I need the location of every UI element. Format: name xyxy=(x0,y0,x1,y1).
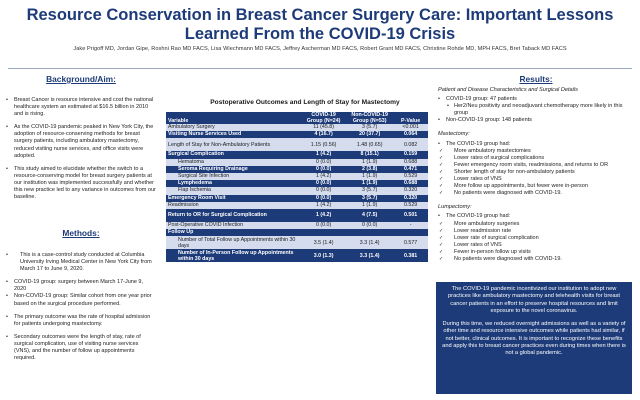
check-item: ✓ No patients were diagnosed with COVID-19. xyxy=(438,256,634,263)
table-cell: 0.471 xyxy=(393,166,428,173)
check-item: ✓ More follow up appointments, but fewer were in-person xyxy=(438,183,634,190)
mastectomy-list xyxy=(438,148,634,198)
table-cell: 1.48 (0.65) xyxy=(346,138,393,151)
table-cell: 3 (5.7) xyxy=(346,195,393,202)
list-item: • This is a case-control study conducted at Columbia University Irving Medical Center in New York City from March 17 to June 9, 2020. xyxy=(6,252,156,273)
table-cell: <0.001 xyxy=(393,124,428,131)
column-header: Variable xyxy=(166,112,301,124)
check-item: ✓ Fewer emergency room visits, readmissions, and returns to OR xyxy=(438,162,634,169)
check-item: ✓ More ambulatory surgeries xyxy=(438,221,634,228)
table-row xyxy=(166,166,428,173)
table-cell: 4 (7.5) xyxy=(346,209,393,222)
table-row xyxy=(166,180,428,187)
table-cell: 0 (0.0) xyxy=(301,159,346,166)
table-cell: 0.320 xyxy=(393,195,428,202)
table-cell: Ambulatory Surgery xyxy=(166,124,301,131)
list-item: • Non-COVID-19 group: 148 patients xyxy=(438,117,634,124)
table-row xyxy=(166,124,428,131)
table-row xyxy=(166,187,428,194)
table-cell: 11 (45.8) xyxy=(301,124,346,131)
background-section xyxy=(6,74,156,207)
table-cell xyxy=(393,229,428,236)
table-cell: 1 (1.9) xyxy=(346,173,393,180)
header-divider xyxy=(8,68,632,69)
table-cell: 3 (5.7) xyxy=(346,187,393,194)
list-item: • Breast Cancer is resource intensive and cost the national healthcare system an estimated at $16.5 billion in 2010 and is rising. xyxy=(6,97,156,118)
table-cell: Lymphedema xyxy=(166,180,301,187)
table-row xyxy=(166,159,428,166)
table-cell: Readmission xyxy=(166,202,301,209)
column-header: P-Value xyxy=(393,112,428,124)
table-cell: 0 (0.0) xyxy=(301,166,346,173)
poster-header xyxy=(0,0,640,68)
check-item: ✓ Lower rates of surgical complications xyxy=(438,155,634,162)
check-item: ✓ More ambulatory mastectomies xyxy=(438,148,634,155)
column-header: COVID-19 Group (N=24) xyxy=(301,112,346,124)
table-cell: 3.5 (1.4) xyxy=(301,236,346,249)
check-item: ✓ Lower readmission rate xyxy=(438,228,634,235)
table-row xyxy=(166,151,428,158)
table-cell xyxy=(301,229,346,236)
table-cell: 1 (4.2) xyxy=(301,202,346,209)
table-title: Postoperative Outcomes and Length of Stay for Mastectomy xyxy=(210,99,400,106)
table-cell: Visiting Nurse Services Used xyxy=(166,131,301,138)
table-row xyxy=(166,131,428,138)
table-cell: 1.15 (0.56) xyxy=(301,138,346,151)
list-item: • COVID-19 group: surgery between March 17-June 9, 2020 xyxy=(6,279,156,293)
table-cell: 0.688 xyxy=(393,159,428,166)
list-item: • Secondary outcomes were the length of stay, rate of surgical complication, use of visiting nurse services (VNS), and the number of follow up appointments required. xyxy=(6,334,156,362)
outcomes-table xyxy=(166,112,428,262)
methods-section xyxy=(6,228,156,368)
table-cell: Return to OR for Surgical Complication xyxy=(166,209,301,222)
table-cell: Flap Ischemia xyxy=(166,187,301,194)
check-item: ✓ Lower rates of VNS xyxy=(438,242,634,249)
table-cell: 3.3 (1.4) xyxy=(346,249,393,262)
table-row xyxy=(166,173,428,180)
table-row xyxy=(166,249,428,262)
column-header: Non-COVID-19 Group (N=53) xyxy=(346,112,393,124)
check-item: ✓ No patients were diagnosed with COVID-19. xyxy=(438,190,634,197)
table-cell: 1 (4.2) xyxy=(301,173,346,180)
list-item: • Her2/Neu positivity and neoadjuvant chemotherapy more likely in this group xyxy=(438,103,634,117)
results-heading: Results: xyxy=(519,74,553,84)
table-cell: Surgical Complication xyxy=(166,151,301,158)
table-row xyxy=(166,229,428,236)
check-item: ✓ Lower rate of surgical complication xyxy=(438,235,634,242)
results-section xyxy=(438,74,634,263)
table-cell: Number of Total Follow up Appointments within 30 days xyxy=(166,236,301,249)
table-cell: 8 (15.1) xyxy=(346,151,393,158)
table-cell: Length of Stay for Non-Ambulatory Patients xyxy=(166,138,301,151)
table-cell: Seroma Requiring Drainage xyxy=(166,166,301,173)
table-cell: Follow Up xyxy=(166,229,301,236)
conclusion-paragraph: During this time, we reduced overnight admissions as well as a variety of other time and resource intensive outcomes while patients had similar, if not better, clinical outcomes. It is important to recognize these benefits and apply this to breast cancer practices even during times when there is not a global pandemic. xyxy=(442,321,626,357)
table-cell: 0.064 xyxy=(393,131,428,138)
mastectomy-heading: Mastectomy: xyxy=(438,131,470,138)
table-cell: 1 (1.9) xyxy=(346,180,393,187)
table-cell: 0.159 xyxy=(393,151,428,158)
lumpectomy-heading: Lumpectomy: xyxy=(438,204,472,211)
table-cell: 3 (5.7) xyxy=(346,124,393,131)
background-bullets xyxy=(6,97,156,201)
list-item: • Non-COVID-19 group: Similar cohort from one year prior based on the surgical procedure performed. xyxy=(6,293,156,307)
table-cell: Number of In-Person Follow up Appointments within 30 days xyxy=(166,249,301,262)
table-cell: 20 (37.7) xyxy=(346,131,393,138)
table-row xyxy=(166,236,428,249)
table-cell: 2 (3.8) xyxy=(346,166,393,173)
table-cell: 1 (4.2) xyxy=(301,151,346,158)
table-cell: Emergency Room Visit xyxy=(166,195,301,202)
methods-heading: Methods: xyxy=(62,228,100,238)
table-cell: 0.501 xyxy=(393,209,428,222)
list-item: • The COVID-19 group had: xyxy=(438,213,634,220)
table-cell: 0.381 xyxy=(393,249,428,262)
table-cell: 0 (0.0) xyxy=(301,180,346,187)
table-cell: Surgical Site Infection xyxy=(166,173,301,180)
table-row xyxy=(166,209,428,222)
conclusion-paragraph: The COVID-19 pandemic incentivized our institution to adopt new practices like ambulatory mastectomy and telehealth visits for breast cancer patients in an effort to preserve hospital resources and limit exposure to the novel coronavirus. xyxy=(448,286,620,314)
list-item: • The COVID-19 group had: xyxy=(438,141,634,148)
table-cell: 0 (0.0) xyxy=(301,187,346,194)
background-heading: Background/Aim: xyxy=(46,74,116,84)
table-cell: - xyxy=(393,222,428,229)
table-cell: 0 (0.0) xyxy=(301,222,346,229)
table-cell: 0.529 xyxy=(393,202,428,209)
table-cell: 0 (0.0) xyxy=(346,222,393,229)
table-cell: 3.3 (1.4) xyxy=(346,236,393,249)
table-cell: 0.688 xyxy=(393,180,428,187)
table-cell: 0.082 xyxy=(393,138,428,151)
table-cell: 1 (4.2) xyxy=(301,209,346,222)
list-item: • This study aimed to elucidate whether the switch to a resource-conserving model for breast surgery patients at our institution was implemented successfully and whether this new practice led to any variance in outcomes from our baseline. xyxy=(6,166,156,201)
poster-title: Resource Conservation in Breast Cancer Surgery Care: Important Lessons Learned From the COVID-19 Crisis xyxy=(26,6,614,43)
table-cell: 0 (0.0) xyxy=(301,195,346,202)
table-row xyxy=(166,202,428,209)
check-item: ✓ Fewer in-person follow up visits xyxy=(438,249,634,256)
methods-bullets xyxy=(6,252,156,362)
table-cell: 0.320 xyxy=(393,187,428,194)
table-body xyxy=(166,124,428,262)
table-row xyxy=(166,138,428,151)
lumpectomy-list xyxy=(438,221,634,264)
list-item: • The primary outcome was the rate of hospital admission for patients undergoing mastectomy. xyxy=(6,314,156,328)
table-cell: 1 (1.9) xyxy=(346,202,393,209)
table-cell: 0.529 xyxy=(393,173,428,180)
results-subheading: Patient and Disease Characteristics and Surgical Details xyxy=(438,87,578,93)
check-item: ✓ Shorter length of stay for non-ambulatory patients xyxy=(438,169,634,176)
table-row xyxy=(166,222,428,229)
table-cell: 1 (1.9) xyxy=(346,159,393,166)
table-cell: 4 (16.7) xyxy=(301,131,346,138)
table-cell xyxy=(346,229,393,236)
check-item: ✓ Lower rates of VNS xyxy=(438,176,634,183)
table-cell: Hematoma xyxy=(166,159,301,166)
conclusion-box xyxy=(436,282,632,394)
table-cell: Post-Operative COVID Infection xyxy=(166,222,301,229)
list-item: • COVID-19 group: 47 patients xyxy=(438,96,634,103)
table-cell: 3.0 (1.3) xyxy=(301,249,346,262)
table-cell: 0.577 xyxy=(393,236,428,249)
list-item: • As the COVID-19 pandemic peaked in New York City, the adoption of resource-conserving methods for breast surgery patients, including ambulatory mastectomy, reduced visiting nurse services, and office visits were adopted. xyxy=(6,124,156,159)
table-row xyxy=(166,195,428,202)
author-list: Jake Prigoff MD, Jordan Gipe, Roshni Rao MD FACS, Lisa Wiechmann MD FACS, Jeffrey Ascherman MD FACS, Robert Grant MD FACS, Christine Rohde MD, MPH FACS, Bret Taback MD FACS xyxy=(73,46,567,52)
